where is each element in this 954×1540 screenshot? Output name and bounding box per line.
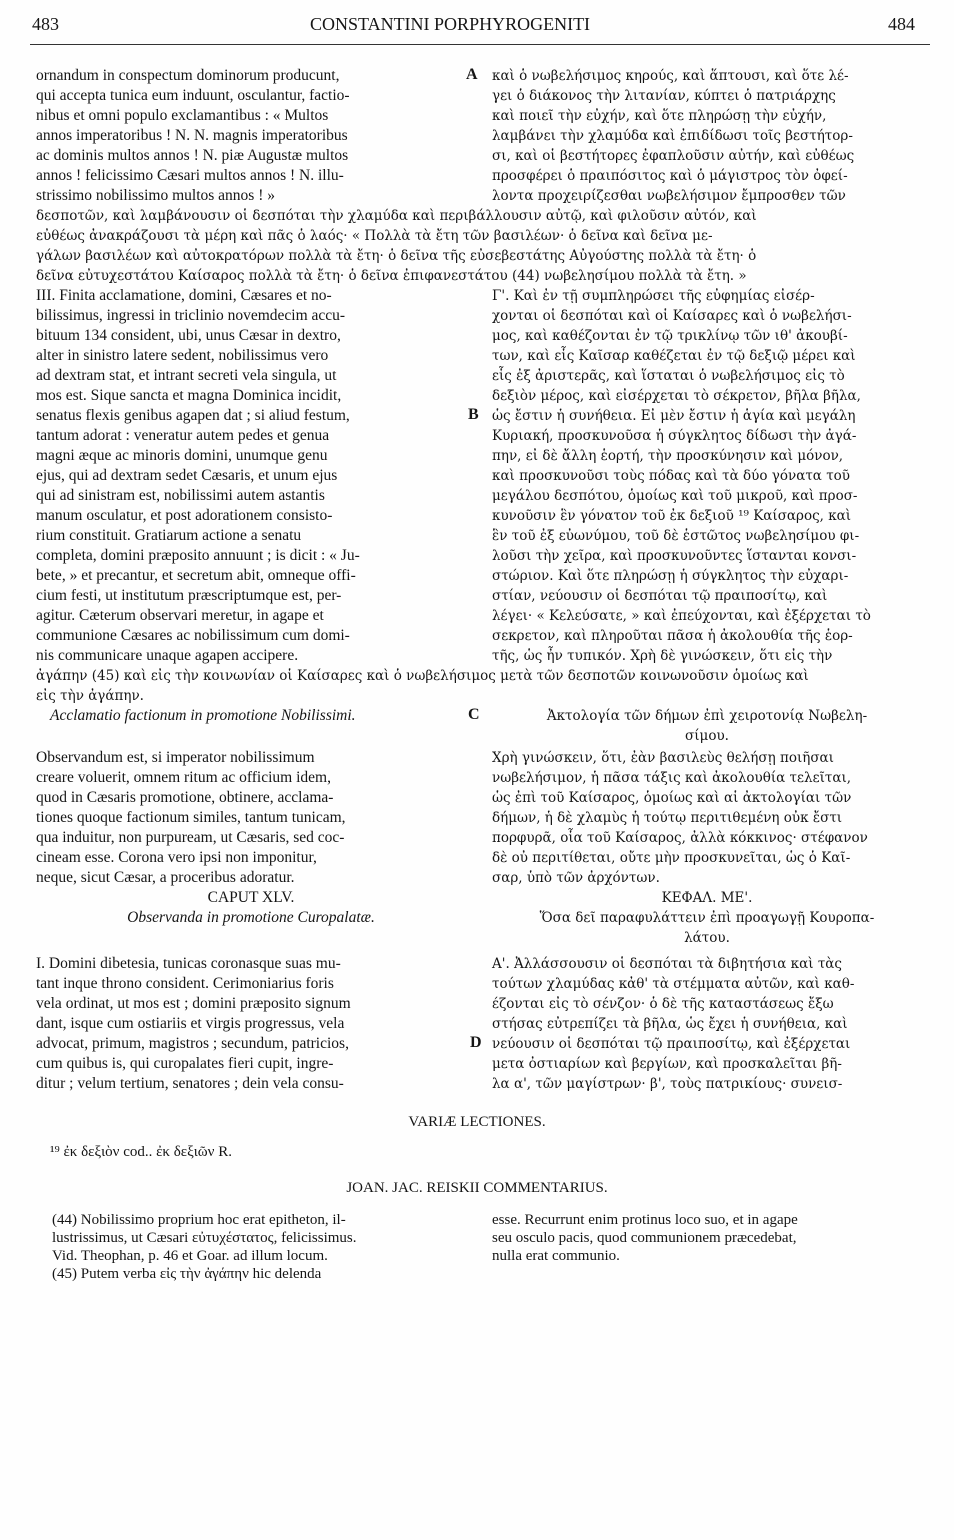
greek-line: τῆς, ὡς ἦν τυπικόν. Χρὴ δὲ γινώσκειν, ὅτι εἰς τὴν: [492, 648, 833, 664]
latin-line: strissimo nobilissimo multos annos ! »: [36, 187, 275, 204]
commentary-line: esse. Recurrunt enim protinus loco suo, et in agape: [492, 1212, 798, 1228]
latin-line: tant inque throno consident. Cerimoniarius foris: [36, 975, 334, 992]
margin-letter-d: D: [470, 1034, 482, 1051]
greek-line: δεξιὸν μέρος, καὶ εἰσέρχεται τὸ σέκρετον, βῆλα βῆλα,: [492, 388, 861, 404]
section-heading-greek: σίμου.: [685, 728, 729, 744]
latin-line: ditur ; velum tertium, senatores ; dein vela consu-: [36, 1075, 344, 1092]
latin-line: qui ad sinistram est, nobilissimi autem astantis: [36, 487, 325, 504]
greek-full-line: εἰς τὴν ἀγάπην.: [36, 688, 144, 704]
greek-line: δὲ οὐ περιτίθεται, οὔτε μὴν προσκυνεῖται, ὡς ὁ Καῖ-: [492, 850, 851, 866]
greek-line: καὶ ὁ νωβελήσιμος κηρούς, καὶ ἅπτουσι, καὶ ὅτε λέ-: [492, 68, 849, 84]
latin-line: dant, isque cum ostiariis et virgis progressus, vela: [36, 1015, 345, 1032]
commentary-line: (45) Putem verba εἰς τὴν ἀγάπην hic delenda: [52, 1266, 322, 1282]
latin-line: advocat, primum, magistros ; secundum, patricios,: [36, 1035, 349, 1052]
greek-full-line: δεῖνα εὐτυχεστάτου Καίσαρος πολλὰ τὰ ἔτη· ὁ δεῖνα ἐπιφανεστάτου (44) νωβελησίμου πολλὰ τὰ ἔτη. »: [36, 268, 747, 284]
greek-line: καὶ ποιεῖ τὴν εὐχήν, καὶ ὅτε πληρώσῃ τὴν εὐχήν,: [492, 108, 827, 124]
greek-line: νωβελήσιμον, ἡ πᾶσα τάξις καὶ ἀκολουθία τελεῖται,: [492, 770, 852, 786]
latin-line: cum quibus is, qui curopalates fieri cupit, ingre-: [36, 1055, 334, 1072]
chapter-heading-greek: ΚΕΦΑΛ. ΜΕ'.: [661, 890, 753, 906]
latin-line: neque, sicut Cæsar, a proceribus adoratur.: [36, 869, 295, 886]
greek-line: Γ'. Καὶ ἐν τῇ συμπληρώσει τῆς εὐφημίας εἰσέρ-: [492, 288, 815, 304]
chapter-title-greek: λάτου.: [684, 930, 730, 946]
latin-line: bete, » et precantur, et secretum abit, omneque offi-: [36, 567, 356, 584]
greek-line: μεγάλου δεσπότου, ὁμοίως καὶ τοῦ μικροῦ, καὶ προσ-: [492, 488, 858, 504]
greek-line: προσφέρει ὁ πραιπόσιτος καὶ ὁ μάγιστρος τὸν ὀφεί-: [492, 168, 848, 184]
greek-full-line: ἀγάπην (45) καὶ εἰς τὴν κοινωνίαν οἱ Καίσαρες καὶ ὁ νωβελήσιμος μετὰ τῶν δεσποτῶν κοινωνοῦσιν ὁμοίως καὶ: [36, 668, 809, 684]
greek-line: ἓν τοῦ ἐξ εὐωνύμου, τοῦ δὲ ἑστῶτος νωβελησίμου φι-: [492, 528, 860, 544]
latin-line: vela ordinat, ut mos est ; domini præposito signum: [36, 995, 351, 1012]
greek-line: καὶ προσκυνοῦσι τοὺς πόδας καὶ τὰ δύο γόνατα τοῦ: [492, 468, 850, 484]
latin-line: bilissimus, ingressi in triclinio novemdecim accu-: [36, 307, 346, 324]
greek-line: ὡς ἔστιν ἡ συνήθεια. Εἰ μὲν ἔστιν ἡ ἁγία καὶ μεγάλη: [492, 408, 856, 424]
latin-line: tantum adorat : veneratur autem pedes et genua: [36, 427, 330, 444]
greek-line: στίαν, νεύουσιν οἱ δεσπόται τῷ πραιποσίτῳ, καὶ: [492, 588, 828, 604]
latin-line: nis communicare unaque agapen accipere.: [36, 647, 299, 664]
greek-line: λαμβάνει τὴν χλαμύδα καὶ ἐπιδίδωσι τοῖς βεστήτορ-: [492, 128, 853, 144]
greek-line: νεύουσιν οἱ δεσπόται τῷ πραιποσίτῳ, καὶ ἐξέρχεται: [492, 1036, 851, 1052]
latin-line: bituum 134 consident, ubi, unus Cæsar in dextro,: [36, 327, 341, 344]
greek-line: Χρὴ γινώσκειν, ὅτι, ἐὰν βασιλεὺς θελήσῃ ποιῆσαι: [492, 750, 834, 766]
latin-line: ornandum in conspectum dominorum producunt,: [36, 67, 340, 84]
latin-line: cium festi, ut institutum præscriptumque est, per-: [36, 587, 342, 604]
latin-line: annos imperatoribus ! N. N. magnis imperatoribus: [36, 127, 348, 144]
greek-full-line: γάλων βασιλέων καὶ αὐτοκρατόρων πολλὰ τὰ ἔτη· ὁ δεῖνα τῆς εὐσεβεστάτης Αὐγούστης πολλὰ τὰ ἔτη· ὁ: [36, 248, 757, 264]
greek-line: γει ὁ διάκονος τὴν λιτανίαν, κύπτει ὁ πατριάρχης: [492, 88, 836, 104]
greek-line: μετα ὀστιαρίων καὶ βεργίων, καὶ προσκαλεῖται βῆ-: [492, 1056, 842, 1072]
commentary-line: lustrissimus, ut Cæsari εὐτυχέστατος, felicissimus.: [52, 1230, 357, 1246]
greek-full-line: δεσποτῶν, καὶ λαμβάνουσιν οἱ δεσπόται τὴν χλαμύδα καὶ περιβάλλουσιν αὐτῷ, καὶ φιλοῦσιν αὐτόν, καὶ: [36, 208, 757, 224]
section-heading-greek: Ἀκτολογία τῶν δήμων ἐπὶ χειροτονίᾳ Νωβελη-: [546, 708, 868, 724]
greek-line: χονται οἱ δεσπόται καὶ οἱ Καίσαρες καὶ ὁ νωβελήσι-: [492, 308, 852, 324]
latin-line: ejus, qui ad dextram sedet Cæsaris, et unum ejus: [36, 467, 338, 484]
greek-line: λα α', τῶν μαγίστρων· β', τοὺς πατρικίους· συνεισ-: [492, 1076, 843, 1092]
greek-line: δήμων, ἡ δὲ χλαμὺς ἡ τούτῳ περιτιθεμένη οὐκ ἔστι: [492, 810, 843, 826]
latin-line: III. Finita acclamatione, domini, Cæsares et no-: [36, 287, 332, 304]
chapter-title-greek: Ὅσα δεῖ παραφυλάττειν ἐπὶ προαγωγῇ Κουροπα-: [539, 910, 875, 926]
latin-line: Observandum est, si imperator nobilissimum: [36, 749, 315, 766]
latin-line: agitur. Cæterum observari meretur, in agape et: [36, 607, 324, 624]
latin-line: quod in Cæsaris promotione, obtinere, acclama-: [36, 789, 334, 806]
greek-line: των, καὶ εἷς Καῖσαρ καθέζεται ἐν τῷ δεξιῷ μέρει καὶ: [492, 348, 856, 364]
latin-line: nibus et omni populo exclamantibus : « Multos: [36, 107, 329, 124]
latin-line: qui accepta tunica eum induunt, osculantur, factio-: [36, 87, 350, 104]
chapter-title-latin: Observanda in promotione Curopalatæ.: [127, 909, 375, 926]
greek-line: εἷς ἐξ ἀριστερᾶς, καὶ ἵσταται ὁ νωβελήσιμος εἰς τὸ: [492, 368, 845, 384]
commentary-line: seu osculo pacis, quod communionem præcedebat,: [492, 1230, 797, 1246]
latin-line: ac dominis multos annos ! N. piæ Augustæ multos: [36, 147, 349, 164]
latin-line: I. Domini dibetesia, tunicas coronasque suas mu-: [36, 955, 341, 972]
latin-line: communione Cæsares ac nobilissimum cum domi-: [36, 627, 350, 644]
greek-line: Α'. Ἀλλάσσουσιν οἱ δεσπόται τὰ διβητήσια καὶ τὰς: [492, 956, 842, 972]
greek-line: στήσας εὐτρεπίζει τὰ βῆλα, ὡς ἔχει ἡ συνήθεια, καὶ: [492, 1016, 848, 1032]
greek-line: σι, καὶ οἱ βεστήτορες ἐφαπλοῦσιν αὐτήν, καὶ εὐθέως: [492, 148, 855, 164]
latin-line: rium constituit. Gratiarum actione a senatu: [36, 527, 302, 544]
greek-line: Κυριακή, προσκυνοῦσα ἡ σύγκλητος δίδωσι τὴν ἀγά-: [492, 428, 857, 444]
greek-line: πην, εἰ δὲ ἄλλη ἑορτή, τὴν προσκύνησιν καὶ μόνον,: [492, 448, 844, 464]
latin-line: qua induitur, non purpuream, ut Cæsaris, sed coc-: [36, 829, 345, 846]
greek-line: λέγει· « Κελεύσατε, » καὶ ἐπεύχονται, καὶ ἐξέρχεται τὸ: [492, 608, 871, 624]
commentary-line: (44) Nobilissimo proprium hoc erat epitheton, il-: [52, 1212, 346, 1228]
greek-line: στώριον. Καὶ ὅτε πληρώσῃ ἡ σύγκλητος τὴν εὐχαρι-: [492, 568, 849, 584]
commentary-line: nulla erat communio.: [492, 1248, 620, 1264]
margin-letter-c: C: [468, 706, 480, 723]
latin-line: senatus flexis genibus agapen dat ; si aliud festum,: [36, 407, 350, 424]
variant-note: ¹⁹ ἐκ δεξιὸν cod.. ἐκ δεξιῶν R.: [50, 1144, 232, 1160]
latin-line: manum osculatur, et post adorationem consisto-: [36, 507, 333, 524]
latin-line: tiones quoque factionum similes, tantum tunicam,: [36, 809, 346, 826]
header-rule: [30, 44, 930, 45]
latin-line: annos ! felicissimo Cæsari multos annos ! N. illu-: [36, 167, 344, 184]
latin-line: creare voluerit, omnem ritum ac officium idem,: [36, 769, 331, 786]
margin-letter-a: A: [466, 66, 478, 83]
margin-letter-b: B: [468, 406, 479, 423]
chapter-heading-latin: CAPUT XLV.: [207, 889, 295, 906]
commentary-title: JOAN. JAC. REISKII COMMENTARIUS.: [346, 1180, 608, 1196]
latin-line: alter in sinistro latere sedent, nobilissimus vero: [36, 347, 329, 364]
greek-line: κυνοῦσιν ἓν γόνατον τοῦ ἐκ δεξιοῦ ¹⁹ Καίσαρος, καὶ: [492, 508, 852, 524]
latin-line: cineam esse. Corona vero ipsi non imponitur,: [36, 849, 317, 866]
greek-line: ὡς ἐπὶ τοῦ Καίσαρος, ὁμοίως καὶ αἱ ἀκτολογίαι τῶν: [492, 790, 852, 806]
latin-line: magni æque ac minoris domini, unumque genu: [36, 447, 328, 464]
commentary-line: Vid. Theophan, p. 46 et Goar. ad illum locum.: [52, 1248, 328, 1264]
page-number-left: 483: [32, 14, 59, 34]
greek-line: έζονται εἰς τὸ σένζον· ὁ δὲ τῆς καταστάσεως ἔξω: [492, 996, 834, 1012]
greek-line: σαρ, ὑπὸ τῶν ἀρχόντων.: [492, 870, 660, 886]
variae-lectiones-title: VARIÆ LECTIONES.: [408, 1114, 546, 1130]
running-title: CONSTANTINI PORPHYROGENITI: [310, 14, 591, 34]
greek-line: σεκρετον, καὶ πληροῦται πᾶσα ἡ ἀκολουθία τῆς ἑορ-: [492, 628, 853, 644]
page-number-right: 484: [888, 14, 915, 34]
latin-line: completa, domini præposito annuunt ; is dicit : « Ju-: [36, 547, 360, 564]
latin-line: mos est. Sique sancta et magna Dominica incidit,: [36, 387, 342, 404]
latin-line: ad dextram stat, et intrant secreti vela singula, ut: [36, 367, 337, 384]
greek-line: τούτων χλαμύδας κἀθ' τὰ στέμματα αὐτῶν, καὶ καθ-: [492, 976, 855, 992]
greek-line: λοντα προχειρίζεσθαι νωβελήσιμον ἔμπροσθεν τῶν: [492, 188, 846, 204]
greek-line: πορφυρᾶ, οἷα τοῦ Καίσαρος, ἀλλὰ κόκκινος· στέφανον: [492, 830, 868, 846]
greek-line: μος, καὶ καθέζονται ἐν τῷ τρικλίνῳ τῶν ιθ' ἀκουβί-: [492, 328, 848, 344]
greek-full-line: εὐθέως ἀνακράζουσι τὰ μέρη καὶ πᾶς ὁ λαός· « Πολλὰ τὰ ἔτη τῶν βασιλέων· ὁ δεῖνα καὶ δεῖνα με-: [36, 228, 713, 244]
section-heading-latin: Acclamatio factionum in promotione Nobilissimi.: [50, 707, 356, 724]
greek-line: λοῦσι τὴν χεῖρα, καὶ προσκυνοῦντες ἵστανται κονσι-: [492, 548, 857, 564]
